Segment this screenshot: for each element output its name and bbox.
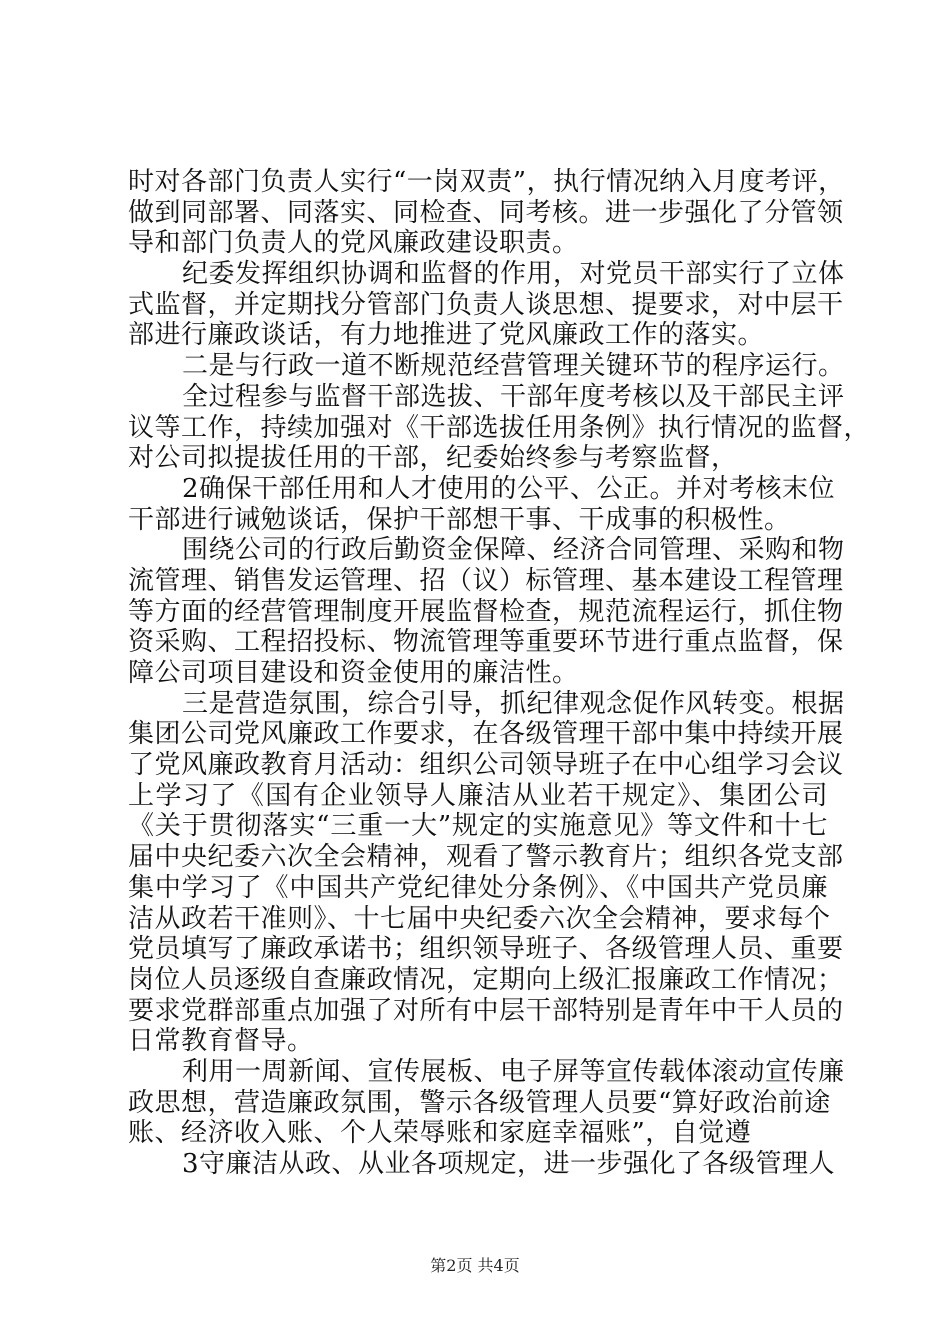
text-line: 障公司项目建设和资金使用的廉洁性。	[128, 658, 579, 688]
text-line: 式监督，并定期找分管部门负责人谈思想、提要求，对中层干	[128, 289, 844, 320]
text-line: 利用一周新闻、宣传展板、电子屏等宣传载体滚动宣传廉	[182, 1056, 845, 1087]
text-line: 围绕公司的行政后勤资金保障、经济合同管理、采购和物	[182, 535, 845, 566]
page-footer: 第2页 共4页	[430, 1256, 520, 1275]
paragraph	[128, 259, 845, 351]
text-line: 集中学习了《中国共产党纪律处分条例》、《中国共产党员廉	[128, 872, 828, 903]
text-line: 做到同部署、同落实、同检查、同考核。进一步强化了分管领	[128, 197, 844, 228]
paragraph	[128, 351, 845, 382]
text-line: 二是与行政一道不断规范经营管理关键环节的程序运行。	[182, 351, 845, 382]
text-line: 导和部门负责人的党风廉政建设职责。	[128, 228, 579, 259]
paragraph	[128, 535, 845, 688]
text-line: 对公司拟提拔任用的干部，纪委始终参与考察监督，	[128, 443, 738, 474]
text-line: 了党风廉政教育月活动：组织公司领导班子在中心组学习会议	[128, 750, 844, 781]
text-line: 要求党群部重点加强了对所有中层干部特别是青年中干人员的	[128, 995, 844, 1026]
paragraph	[128, 1149, 836, 1180]
text-line: 时对各部门负责人实行“一岗双责”，执行情况纳入月度考评，	[128, 167, 845, 197]
text-line: 上学习了《国有企业领导人廉洁从业若干规定》、集团公司	[128, 780, 828, 811]
text-line: 议等工作，持续加强对《干部选拔任用条例》执行情况的监督，	[128, 412, 871, 443]
text-line: 资采购、工程招投标、物流管理等重要环节进行重点监督，保	[128, 627, 844, 658]
paragraph	[128, 473, 836, 535]
text-line: 流管理、销售发运管理、招（议）标管理、基本建设工程管理	[128, 565, 844, 596]
text-line: 干部进行诫勉谈话，保护干部想干事、干成事的积极性。	[128, 504, 791, 535]
text-line: 账、经济收入账、个人荣辱账和家庭幸福账”，自觉遵	[128, 1118, 752, 1149]
text-line: 日常教育督导。	[128, 1026, 314, 1057]
paragraph	[128, 167, 845, 259]
text-line: 岗位人员逐级自查廉政情况，定期向上级汇报廉政工作情况；	[128, 964, 844, 995]
document-body	[128, 167, 871, 1180]
text-line: 届中央纪委六次全会精神，观看了警示教育片；组织各党支部	[128, 842, 844, 873]
paragraph	[128, 688, 845, 1057]
paragraph	[128, 1056, 845, 1149]
text-line: 纪委发挥组织协调和监督的作用，对党员干部实行了立体	[182, 259, 845, 290]
paragraph	[128, 381, 871, 474]
text-line: 全过程参与监督干部选拔、干部年度考核以及干部民主评	[182, 381, 845, 412]
text-line: 党员填写了廉政承诺书；组织领导班子、各级管理人员、重要	[128, 934, 844, 965]
text-line: 3守廉洁从政、从业各项规定，进一步强化了各级管理人	[182, 1149, 836, 1179]
text-line: 2确保干部任用和人才使用的公平、公正。并对考核末位	[182, 473, 836, 504]
text-line: 三是营造氛围，综合引导，抓纪律观念促作风转变。根据	[182, 688, 845, 719]
text-line: 《关于贯彻落实“三重一大”规定的实施意见》等文件和十七	[128, 811, 828, 842]
text-line: 集团公司党风廉政工作要求，在各级管理干部中集中持续开展	[128, 719, 844, 750]
text-line: 洁从政若干准则》、十七届中央纪委六次全会精神，要求每个	[128, 903, 831, 934]
text-line: 政思想，营造廉政氛围，警示各级管理人员要“算好政治前途	[128, 1087, 831, 1118]
text-line: 部进行廉政谈话，有力地推进了党风廉政工作的落实。	[128, 320, 765, 351]
text-line: 等方面的经营管理制度开展监督检查，规范流程运行，抓住物	[128, 596, 844, 627]
